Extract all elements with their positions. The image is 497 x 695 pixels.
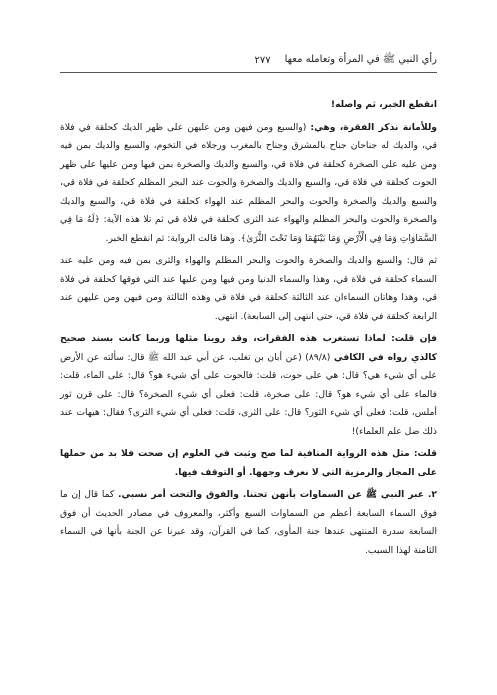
paragraph-text: قلت: مثل هذه الرواية المنافية لما صح وثبت في العلوم إن صحت فلا بد من حملها على المجاز والرمزية التي لا نعرف وجهها. أو التوقف فيها. xyxy=(60,448,437,478)
paragraph-text: كما قال إن ما فوق السماء السابعة أعظم من السماوات السبع وأكثر، والمعروف في مصادر الحديث أن فوق السابعة سدرة المنتهى عندها جنة المأوى، كما في القرآن، وقد عبرنا عن الجنة بأنها في السماء الثامنة لهذا السبب. xyxy=(60,489,437,556)
header-rule xyxy=(60,72,437,73)
paragraph-1 xyxy=(60,96,437,115)
paragraph-text: (والسبع ومن فيهن ومن عليهن على ظهر الديك كحلقة في فلاة قي، والديك له جناحان جناح بالمشرق وجناح بالمغرب ورجلاه في التخوم، والسبع والديك بمن فيه ومن عليه على الصخرة كحلقة في فلاة قي، والسبع والديك والصخرة بمن فيها ومن عليها على ظهر الحوت كحلقة في فلاة قي، والسبع والديك والصخرة والحوت عند البحر المظلم كحلقة في فلاة قي، والسبع والديك والصخرة والحوت والبحر المظلم عند الهواء كحلقة في فلاة قي، والسبع والديك والصخرة والحوت والبحر المظلم والهواء عند الثرى كحلقة في فلاة قي ثم تلا هذه الآية: ﴿لَهُ مَا فِي السَّمَاوَاتِ وَمَا فِي الْأَرْضِ وَمَا بَيْنَهُمَا وَمَا تَحْتَ الثَّرَىٰ﴾. وهنا قالت الرواية: ثم انقطع الخبر. xyxy=(60,121,437,244)
paragraph-6 xyxy=(60,486,437,560)
paragraph-2 xyxy=(60,119,437,249)
running-header xyxy=(60,50,437,70)
paragraph-4 xyxy=(60,330,437,441)
paragraph-text: (٨٩/٨) (عن أبان بن تغلب، عن أبي عبد الله ﷺ قال: سألته عن الأرض على أي شيء هي؟ قال: هي على حوت، قلت: فالحوت على أي شيء هو؟ قال: على الماء، قلت: فالماء على أي شيء هو؟ قال: على صخرة، قلت: فعلى أي شيء الصخرة؟ قال: على قرن ثور أملس، قلت: فعلى أي شيء الثور؟ قال: على الثرى، قلت: فعلى أي شيء الثرى؟ فقال: هيهات عند ذلك ضل علم العلماء)! xyxy=(60,351,437,437)
page-body xyxy=(60,96,437,675)
paragraph-5 xyxy=(60,445,437,482)
paragraph-text: انقطع الخبر، ثم واصله! xyxy=(330,99,437,110)
paragraph-lead: وللأمانة نذكر الفقرة، وهي: xyxy=(310,121,437,133)
paragraph-lead: ٢. عبر النبي ﷺ عن السماوات بأنهن تحتنا. والفوق والتحت أمر نسبي. xyxy=(117,489,438,500)
paragraph-lead: فإن قلت: لماذا تستغرب هذه الفقرات، وقد روينا مثلها وربما كانت بسند صحيح كالذي رواه في الكافي xyxy=(60,333,438,363)
paragraph-3 xyxy=(60,252,437,326)
running-title: رأي النبي ﷺ في المرأة وتعامله معها xyxy=(284,54,437,65)
paragraph-text: ثم قال: والسبع والديك والصخرة والحوت والبحر المظلم والهواء والثرى بمن فيه ومن عليه عند السماء كحلقة في فلاة قي، وهذا والسماء الدنيا ومن فيها ومن عليها عند التي فوقها كحلقة في فلاة قي، وهذا وهاتان السماءان عند الثالثة كحلقة في فلاة قي وهذه الثالثة ومن فيهن ومن عليهن عند الرابعة كحلقة في فلاة قي، حتى انتهى إلى السابعة). انتهى. xyxy=(60,255,437,322)
page-number: ٢٧٧ xyxy=(254,54,271,66)
